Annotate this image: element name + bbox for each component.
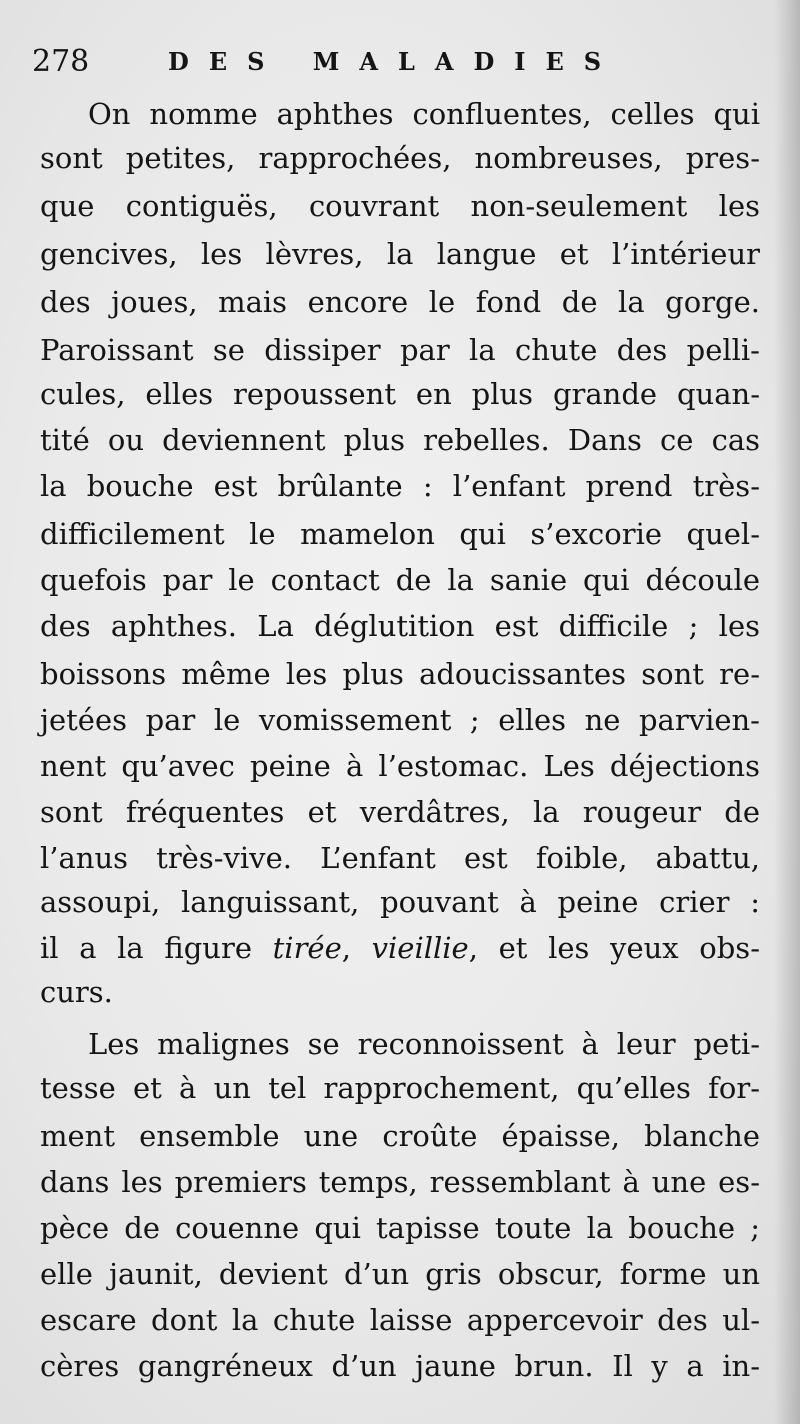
text-line: cules, elles repoussent en plus grande quan- [40, 377, 760, 411]
text-line: difficilement le mamelon qui s’excorie quel- [40, 517, 760, 551]
running-title: DES MALADIES [168, 47, 622, 76]
page-edge-shadow [774, 0, 800, 1424]
text-line: sont fréquentes et verdâtres, la rougeur de [40, 795, 760, 829]
text-segment: , et les yeux obs- [468, 931, 760, 965]
text-segment: , [341, 931, 372, 965]
text-line: Paroissant se dissiper par la chute des pelli- [40, 333, 760, 367]
text-line: nent qu’avec peine à l’estomac. Les déjections [40, 749, 760, 783]
text-line: tité ou deviennent plus rebelles. Dans ce cas [40, 423, 760, 457]
text-line: escare dont la chute laisse appercevoir des ul- [40, 1303, 760, 1337]
text-line: l’anus très-vive. L’enfant est foible, abattu, [40, 841, 760, 875]
text-line: jetées par le vomissement ; elles ne parvien- [40, 703, 760, 737]
text-line: la bouche est brûlante : l’enfant prend très- [40, 469, 760, 503]
text-line: des aphthes. La déglutition est difficile ; les [40, 609, 760, 643]
italic-word: tirée [272, 931, 342, 965]
text-line: sont petites, rapprochées, nombreuses, pres- [40, 141, 760, 175]
text-line: elle jaunit, devient d’un gris obscur, forme un [40, 1257, 760, 1291]
text-line: dans les premiers temps, ressemblant à une es- [40, 1165, 760, 1199]
italic-word: vieillie [371, 931, 469, 965]
text-line: pèce de couenne qui tapisse toute la bouche ; [40, 1211, 760, 1245]
text-line: que contiguës, couvrant non-seulement les [40, 189, 760, 223]
text-line: quefois par le contact de la sanie qui découle [40, 563, 760, 597]
text-line: curs. [40, 975, 113, 1009]
page-number: 278 [32, 44, 90, 79]
text-line: cères gangréneux d’un jaune brun. Il y a in- [40, 1349, 760, 1383]
text-line: des joues, mais encore le fond de la gorge. [40, 285, 760, 319]
text-line: boissons même les plus adoucissantes sont re- [40, 657, 760, 691]
text-line: gencives, les lèvres, la langue et l’intérieur [40, 237, 760, 271]
text-line: assoupi, languissant, pouvant à peine crier : [40, 885, 760, 919]
text-line: ment ensemble une croûte épaisse, blanche [40, 1119, 760, 1153]
text-segment: il a la figure [40, 931, 273, 965]
text-line: On nomme aphthes confluentes, celles qui [88, 97, 760, 131]
text-line-with-italics [40, 926, 760, 970]
text-line: tesse et à un tel rapprochement, qu’elles for- [40, 1071, 760, 1105]
page-header [32, 40, 732, 88]
text-line: Les malignes se reconnoissent à leur peti- [88, 1027, 760, 1061]
